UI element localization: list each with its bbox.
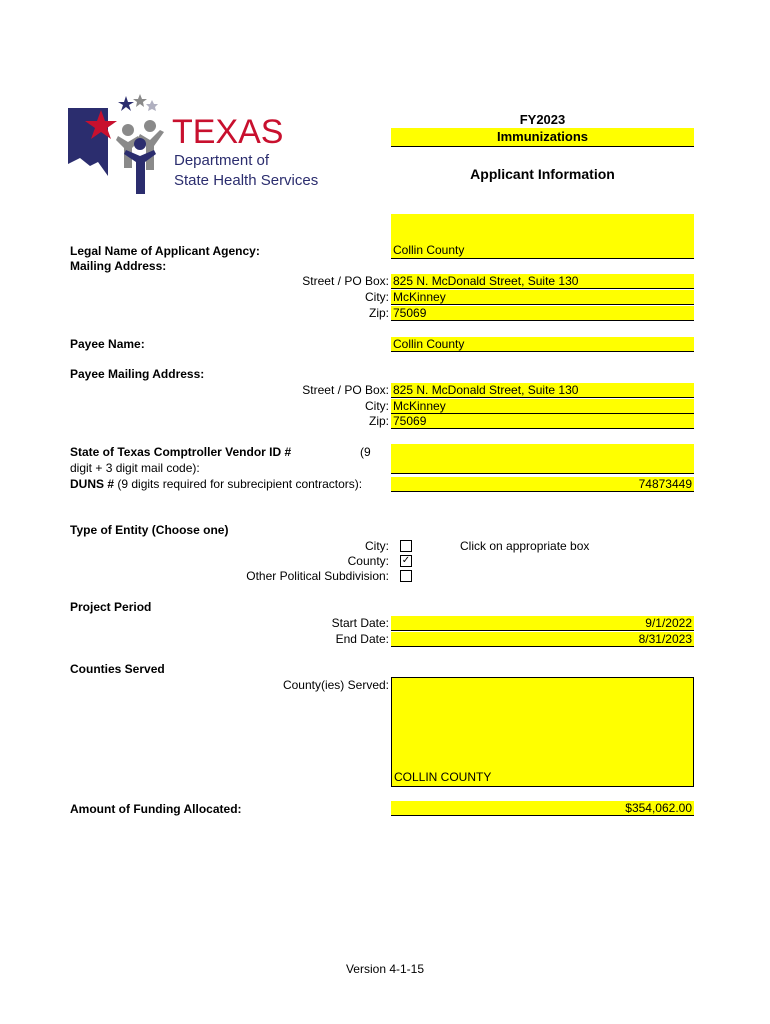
payee-street-label: Street / PO Box: xyxy=(302,383,389,397)
counties-served-label: County(ies) Served: xyxy=(282,678,389,692)
dshs-logo xyxy=(68,92,318,200)
vendor-id-label-paren: (9 xyxy=(360,445,371,459)
entity-other-label: Other Political Subdivision: xyxy=(246,569,389,583)
vendor-id-label-line2: digit + 3 digit mail code): xyxy=(70,461,200,475)
city-label: City: xyxy=(365,290,389,304)
program-name: Immunizations xyxy=(391,128,694,147)
payee-name-field[interactable]: Collin County xyxy=(391,337,694,352)
duns-label-rest: (9 digits required for subrecipient contractors): xyxy=(114,477,363,491)
entity-hint: Click on appropriate box xyxy=(460,539,590,553)
entity-city-checkbox[interactable] xyxy=(400,540,412,552)
entity-county-label: County: xyxy=(347,554,389,568)
payee-city-label: City: xyxy=(365,399,389,413)
payee-city-field[interactable]: McKinney xyxy=(391,399,694,414)
end-date-label: End Date: xyxy=(335,632,389,646)
city-field[interactable]: McKinney xyxy=(391,290,694,305)
counties-served-title: Counties Served xyxy=(70,662,165,676)
street-field[interactable]: 825 N. McDonald Street, Suite 130 xyxy=(391,274,694,289)
mailing-address-label: Mailing Address: xyxy=(70,259,167,273)
payee-name-label: Payee Name: xyxy=(70,337,145,351)
end-date-field[interactable]: 8/31/2023 xyxy=(391,632,694,647)
legal-name-label: Legal Name of Applicant Agency: xyxy=(70,244,260,258)
entity-type-title: Type of Entity (Choose one) xyxy=(70,523,229,537)
version-footer: Version 4-1-15 xyxy=(345,962,425,976)
start-date-field[interactable]: 9/1/2022 xyxy=(391,616,694,631)
logo-line2: State Health Services xyxy=(174,172,319,189)
payee-zip-field[interactable]: 75069 xyxy=(391,414,694,429)
start-date-label: Start Date: xyxy=(331,616,389,630)
duns-label xyxy=(70,477,362,492)
payee-street-field[interactable]: 825 N. McDonald Street, Suite 130 xyxy=(391,383,694,398)
section-title: Applicant Information xyxy=(470,166,615,182)
entity-city-label: City: xyxy=(365,539,389,553)
project-period-title: Project Period xyxy=(70,600,152,614)
vendor-id-field[interactable] xyxy=(391,444,694,474)
fiscal-year: FY2023 xyxy=(519,112,566,127)
street-label: Street / PO Box: xyxy=(302,274,389,288)
funding-label: Amount of Funding Allocated: xyxy=(70,802,242,816)
duns-label-bold: DUNS # xyxy=(70,477,115,491)
payee-mailing-label: Payee Mailing Address: xyxy=(70,367,205,381)
logo-line1: Department of xyxy=(174,152,270,169)
zip-label: Zip: xyxy=(368,306,389,320)
funding-field[interactable]: $354,062.00 xyxy=(391,801,694,816)
counties-served-field[interactable] xyxy=(391,677,694,787)
logo-wordmark: TEXAS xyxy=(172,113,284,151)
duns-field[interactable]: 74873449 xyxy=(391,477,694,492)
entity-county-checkbox[interactable]: ✓ xyxy=(401,555,411,566)
legal-name-field[interactable]: Collin County xyxy=(391,214,694,259)
zip-field[interactable]: 75069 xyxy=(391,306,694,321)
counties-served-value: COLLIN COUNTY xyxy=(394,770,492,784)
entity-other-checkbox[interactable] xyxy=(400,570,412,582)
vendor-id-label: State of Texas Comptroller Vendor ID # xyxy=(70,445,292,459)
payee-zip-label: Zip: xyxy=(368,414,389,428)
